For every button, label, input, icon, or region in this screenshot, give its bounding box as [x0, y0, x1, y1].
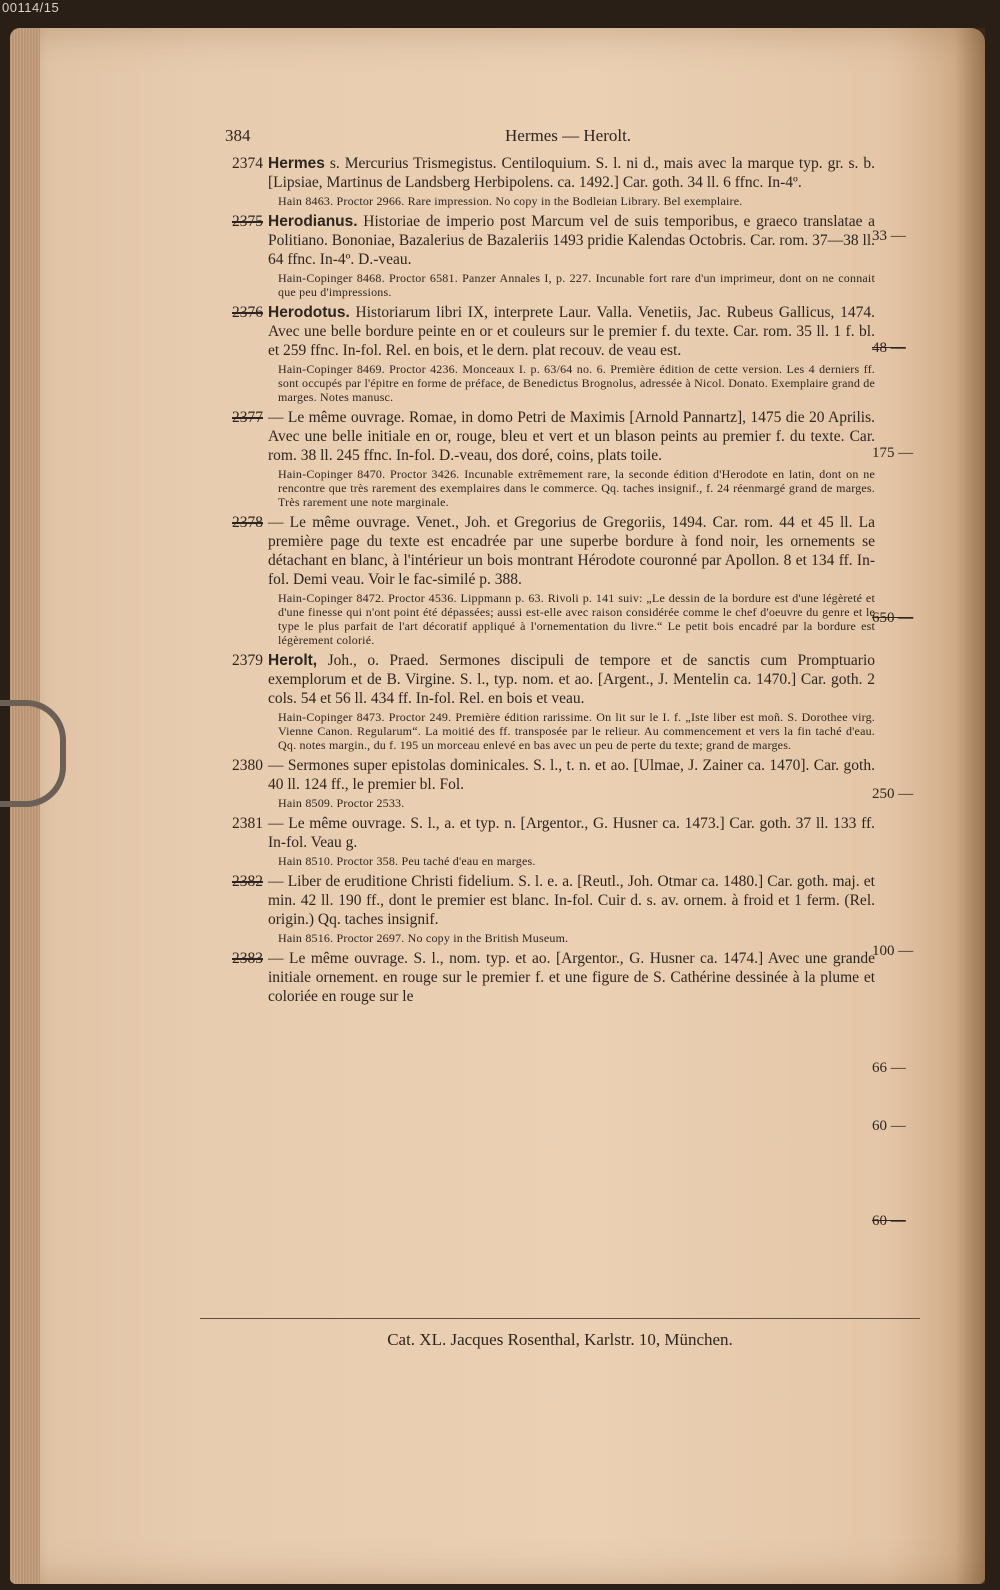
- entry-note: Hain-Copinger 8473. Proctor 249. Première édition rarissime. On lit sur le I. f. „Iste liber est moñ. S. Dorothee virg. Vienne Canon. Regularum“. La moitié des ff. transposée par le relieur. Au commencement et vers la fin taché d'eau. Qq. notes margin., du f. 195 un morceau enlevé en bas avec un peu de perte du texte; grand de marges.: [278, 710, 875, 752]
- catalogue-content: [205, 120, 875, 1010]
- entry-2382: [205, 872, 875, 945]
- price-2375: 48 —: [872, 340, 906, 356]
- price-2382: 60 —: [872, 1213, 906, 1229]
- entry-2379: [205, 651, 875, 752]
- price-2374: 33 —: [872, 228, 906, 244]
- entry-text: Historiarum libri IX, interprete Laur. Valla. Venetiis, Jac. Rubeus Gallicus, 1474. Avec une belle bordure peinte en or et couleurs sur le premier f. du texte. Car. rom. 35 ll. 1 f. bl. et 259 ffnc. In-fol. Rel. en bois, et le dern. plat recouv. de veau est.: [268, 304, 875, 359]
- entry-author: Herodotus.: [268, 304, 350, 321]
- entry-number: 2376: [232, 304, 263, 321]
- entry-note: Hain 8516. Proctor 2697. No copy in the British Museum.: [278, 931, 569, 945]
- entry-text: — Liber de eruditione Christi fidelium. S. l. e. a. [Reutl., Joh. Otmar ca. 1480.] Car. goth. maj. et min. 42 ll. 190 ff., dont le premier est blanc. In-fol. Cuir d. s. av. ornem. à froid et 1 ferm. (Rel. origin.) Qq. taches insignif.: [268, 873, 875, 928]
- entry-number: 2383: [232, 950, 263, 967]
- entry-note: Hain-Copinger 8472. Proctor 4536. Lippmann p. 63. Rivoli p. 141 suiv: „Le dessin de la bordure est d'une légèreté et d'une finesse qui n'ont point été dépassées; aussi est-elle avec raison considérée comme le chef d'oeuvre du genre et le type le plus parfait de l'art décoratif appliqué à l'ornementation du livre.“ Le petit bois encadré par la bordure est légèrement colorié.: [278, 591, 875, 647]
- entry-body: [268, 303, 875, 360]
- price-2381: 60 —: [872, 1118, 906, 1134]
- entry-text: — Le même ouvrage. Venet., Joh. et Gregorius de Gregoriis, 1494. Car. rom. 44 et 45 ll. La première page du texte est encadrée par une superbe bordure à fond noir, les ornements se détachant en blanc, à l'intérieur un bois montrant Hérodote couronné par Apollon. 8 et 134 ff. In-fol. Demi veau. Voir le fac-similé p. 388.: [268, 514, 875, 588]
- running-title: Hermes — Herolt.: [505, 126, 632, 145]
- footer-rule: [200, 1318, 920, 1319]
- entry-number: 2374: [232, 155, 263, 172]
- entry-body: [268, 756, 875, 794]
- binder-clip: [0, 700, 66, 807]
- entry-number: 2380: [232, 757, 263, 774]
- entry-note: Hain-Copinger 8470. Proctor 3426. Incunable extrêmement rare, la seconde édition d'Herodote en latin, dont on ne rencontre que très rarement des exemplaires dans le commerce. Qq. taches insignif., f. 24 réenmargé grand de marges. Très rarement une note marginale.: [278, 467, 875, 509]
- entry-2378: [205, 513, 875, 647]
- entry-body: [268, 513, 875, 589]
- entry-text: — Le même ouvrage. S. l., a. et typ. n. [Argentor., G. Husner ca. 1473.] Car. goth. 37 ll. 133 ff. In-fol. Veau g.: [268, 815, 875, 851]
- entry-author: Herodianus.: [268, 213, 358, 230]
- entry-body: [268, 651, 875, 708]
- page-header: [205, 120, 875, 154]
- entry-note: Hain 8509. Proctor 2533.: [278, 796, 405, 810]
- price-2376: 175 —: [872, 445, 914, 461]
- entry-note: Hain 8463. Proctor 2966. Rare impression. No copy in the Bodleian Library. Bel exemplaire.: [278, 194, 743, 208]
- entry-text: — Le même ouvrage. S. l., nom. typ. et ao. [Argentor., G. Husner ca. 1474.] Avec une grande initiale ornement. en rouge sur le premier f. et une figure de S. Cathérine dessinée à la plume et coloriée en rouge sur le: [268, 950, 875, 1005]
- entry-body: [268, 814, 875, 852]
- entry-2380: [205, 756, 875, 810]
- entry-note: Hain-Copinger 8468. Proctor 6581. Panzer Annales I, p. 227. Incunable fort rare d'un imprimeur, dont on ne connait que peu d'impressions.: [278, 271, 875, 299]
- entry-number: 2377: [232, 409, 263, 426]
- catalogue-footer: Cat. XL. Jacques Rosenthal, Karlstr. 10, München.: [387, 1330, 733, 1349]
- entry-body: [268, 408, 875, 465]
- entry-number: 2375: [232, 213, 263, 230]
- price-2377: 650 —: [872, 610, 914, 626]
- entry-text: s. Mercurius Trismegistus. Centiloquium. S. l. ni d., mais avec la marque typ. gr. s. b. [Lipsiae, Martinus de Landsberg Herbipolens. ca. 1492.] Car. goth. 34 ll. 6 ffnc. In-4º.: [268, 155, 875, 191]
- entry-author: Herolt,: [268, 652, 318, 669]
- price-2380: 66 —: [872, 1060, 906, 1076]
- entry-note: Hain-Copinger 8469. Proctor 4236. Monceaux I. p. 63/64 no. 6. Première édition de cette version. Les 4 derniers ff. sont occupés par l'épitre en forme de préface, de Benedictus Brognolus, adressée à Nicol. Donato. Exemplaire grand de marges. Notes manusc.: [278, 362, 875, 404]
- entry-number: 2382: [232, 873, 263, 890]
- entry-body: [268, 872, 875, 929]
- price-2378: 250 —: [872, 786, 914, 802]
- entry-2375: [205, 212, 875, 299]
- entry-note: Hain 8510. Proctor 358. Peu taché d'eau en marges.: [278, 854, 536, 868]
- price-2379: 100 —: [872, 943, 914, 959]
- page-number: 384: [225, 126, 251, 145]
- entry-2374: [205, 154, 875, 208]
- entry-author: Hermes: [268, 155, 325, 172]
- entry-body: [268, 949, 875, 1006]
- page-gutter-shadow: [955, 28, 985, 1584]
- entry-2376: [205, 303, 875, 404]
- entry-2377: [205, 408, 875, 509]
- entry-body: [268, 154, 875, 192]
- entry-2383: [205, 949, 875, 1006]
- entry-text: — Sermones super epistolas dominicales. S. l., t. n. et ao. [Ulmae, J. Zainer ca. 1470]. Car. goth. 40 ll. 124 ff., le premier bl. Fol.: [268, 757, 875, 793]
- entry-body: [268, 212, 875, 269]
- entry-text: — Le même ouvrage. Romae, in domo Petri de Maximis [Arnold Pannartz], 1475 die 20 Aprilis. Avec une belle initiale en or, rouge, bleu et vert et un blason peints au premier f. du texte. Car. rom. 38 ll. 245 ffnc. In-fol. D.-veau, dos doré, coins, plats toile.: [268, 409, 875, 464]
- entry-number: 2381: [232, 815, 263, 832]
- entry-2381: [205, 814, 875, 868]
- entry-number: 2378: [232, 514, 263, 531]
- entry-text: Historiae de imperio post Marcum vel de suis temporibus, e graeco translatae a Politiano. Bononiae, Bazalerius de Bazaleriis 1493 pridie Kalendas Octobris. Car. rom. 37—38 ll. 64 ffnc. In-4º. D.-veau.: [268, 213, 875, 268]
- entry-number: 2379: [232, 652, 263, 669]
- entry-text: Joh., o. Praed. Sermones discipuli de tempore et de sanctis cum Promptuario exemplorum et de B. Virgine. S. l., typ. nom. et ao. [Argent., J. Mentelin ca. 1470.] Car. goth. 2 cols. 54 et 56 ll. 434 ff. In-fol. Rel. en bois et veau.: [268, 652, 875, 707]
- scan-id: 00114/15: [2, 0, 60, 15]
